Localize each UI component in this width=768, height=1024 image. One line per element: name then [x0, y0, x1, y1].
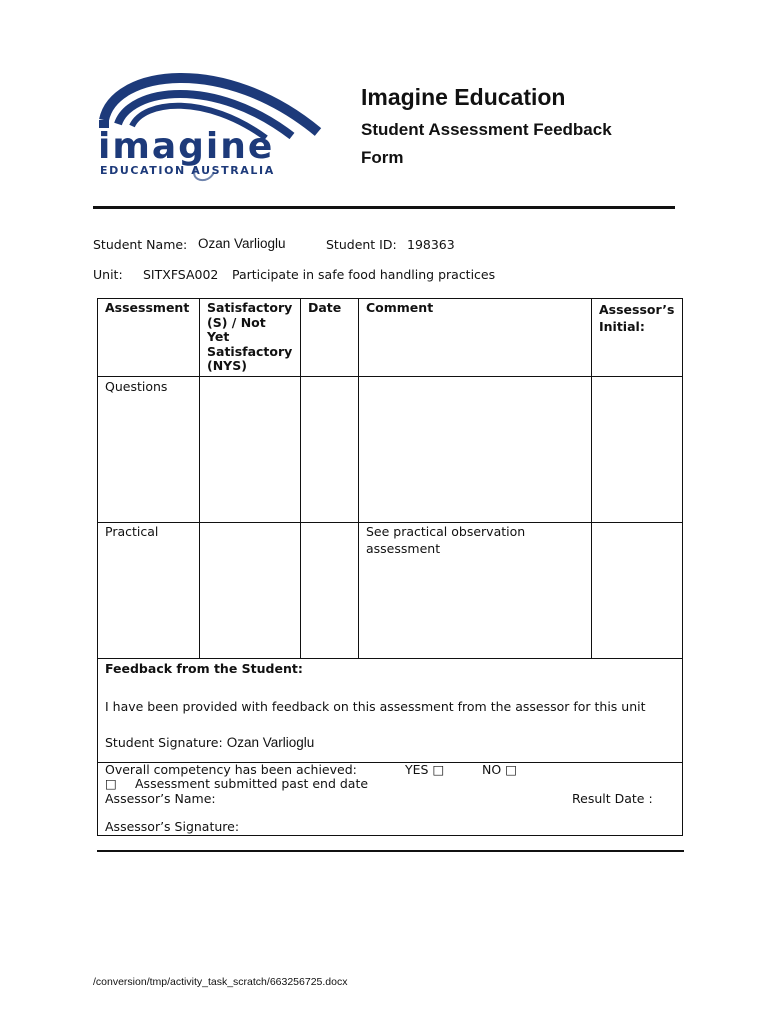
row-comment-line1: See practical observation — [366, 523, 526, 539]
assessor-signature-label: Assessor’s Signature: — [105, 819, 240, 835]
competency-label: Overall competency has been achieved: — [105, 761, 357, 777]
row-assessment: Practical — [98, 522, 200, 658]
late-checkbox[interactable]: □ — [105, 776, 117, 792]
row-comment-line2: assessment — [366, 540, 441, 556]
header-satisfactory-line2: (S) / Not — [207, 314, 266, 330]
feedback-row — [98, 658, 683, 762]
no-option[interactable] — [482, 763, 517, 778]
assessor-name-line — [105, 792, 675, 807]
row-satisfactory-cell[interactable] — [200, 522, 301, 658]
table-row — [98, 376, 683, 522]
table-row — [98, 522, 683, 658]
unit-label: Unit: — [93, 267, 123, 282]
yes-checkbox[interactable]: □ — [432, 761, 445, 777]
row-satisfactory-cell[interactable] — [200, 376, 301, 522]
row-comment-cell[interactable] — [359, 376, 592, 522]
feedback-heading: Feedback from the Student: — [105, 660, 303, 676]
assessor-signature-line — [105, 820, 675, 835]
outcome-section — [98, 762, 683, 835]
header-satisfactory-line1: Satisfactory — [207, 300, 293, 315]
result-date-label: Result Date : — [572, 790, 653, 806]
no-label: NO — [482, 761, 502, 777]
yes-label: YES — [405, 761, 429, 777]
row-assessment: Questions — [98, 376, 200, 522]
logo — [94, 62, 324, 190]
header-divider — [93, 206, 675, 209]
assessment-table — [97, 298, 683, 836]
row-initial-cell[interactable] — [592, 522, 683, 658]
header-comment: Comment — [359, 299, 592, 377]
form-subtitle-line1: Student Assessment Feedback — [361, 120, 612, 139]
student-signature-label: Student Signature: — [105, 734, 223, 750]
student-id-label: Student ID: — [326, 237, 397, 252]
header-satisfactory-line4: Satisfactory — [207, 343, 293, 359]
feedback-statement: I have been provided with feedback on this assessment from the assessor for this unit — [105, 698, 646, 714]
student-signature-value[interactable]: Ozan Varlioglu — [226, 734, 315, 750]
student-id-value: 198363 — [407, 237, 455, 252]
logo-wordmark: imagine — [98, 126, 275, 167]
row-date-cell[interactable] — [301, 522, 359, 658]
header-initial-line1: Assessor’s — [599, 302, 675, 317]
header-assessment: Assessment — [98, 299, 200, 377]
header-date: Date — [301, 299, 359, 377]
late-submission-line — [105, 777, 675, 792]
student-name-label: Student Name: — [93, 237, 188, 252]
form-subtitle-line2: Form — [361, 148, 404, 167]
yes-option[interactable] — [405, 763, 444, 778]
assessor-name-label: Assessor’s Name: — [105, 790, 216, 806]
unit-title: Participate in safe food handling practices — [232, 267, 496, 282]
student-name-value: Ozan Varlioglu — [198, 236, 286, 251]
header-assessor-initial — [592, 299, 683, 377]
logo-graphic — [94, 62, 324, 190]
logo-tagline: EDUCATION AUSTRALIA — [100, 164, 275, 177]
header-satisfactory — [200, 299, 301, 377]
outcome-row — [98, 762, 683, 835]
row-comment-cell[interactable] — [359, 522, 592, 658]
table-header-row — [98, 299, 683, 377]
competency-line — [105, 763, 675, 778]
late-label: Assessment submitted past end date — [135, 776, 369, 792]
no-checkbox[interactable]: □ — [505, 761, 517, 777]
header-satisfactory-line3: Yet — [207, 329, 230, 344]
header-satisfactory-line5: (NYS) — [207, 358, 247, 373]
page-title: Imagine Education — [361, 84, 566, 110]
header-initial-line2: Initial: — [599, 319, 645, 334]
row-date-cell[interactable] — [301, 376, 359, 522]
document-path: /conversion/tmp/activity_task_scratch/663256725.docx — [93, 976, 348, 988]
row-initial-cell[interactable] — [592, 376, 683, 522]
feedback-section — [98, 658, 683, 762]
unit-code: SITXFSA002 — [143, 267, 219, 282]
student-signature-line — [105, 735, 675, 750]
footer-divider — [97, 850, 684, 852]
